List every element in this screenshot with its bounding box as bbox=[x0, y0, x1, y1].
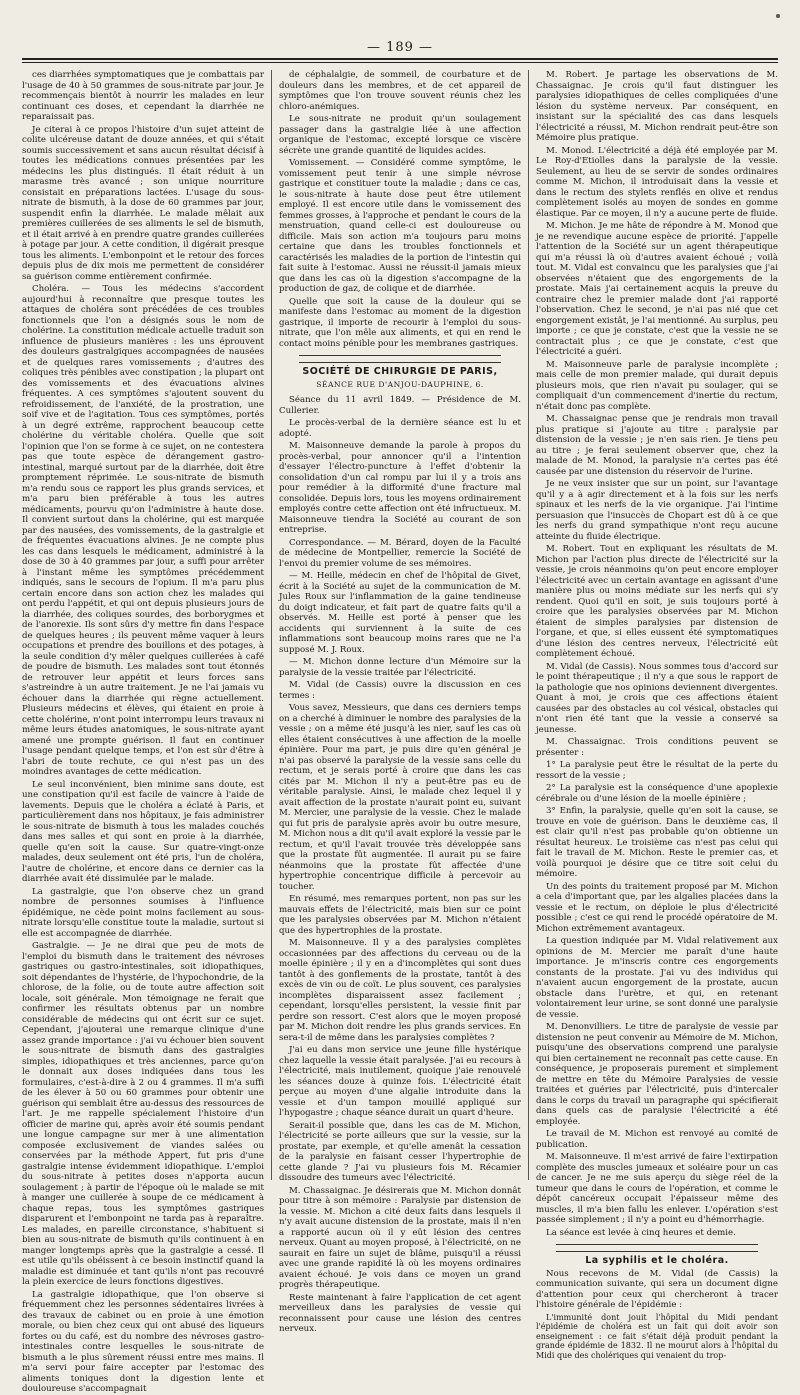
paragraph: La question indiquée par M. Vidal relativement aux opinions de M. Mercier me paraît d'une haute importance. Je m'inscris contre ces engorgements constants de la prostate. J'ai vu des individus qui n'avaient aucun engorgement de la prostate, aucun obstacle dans l'urètre, et qui, en retenant volontairement leur urine, se sont donné une paralysie de vessie. bbox=[536, 936, 778, 1020]
paragraph: Le seul inconvénient, bien minime sans doute, est une constipation qu'il est facile de vaincre à l'aide de lavements. Depuis que le choléra a éclaté à Paris, et particulièrement dans nos hôpitaux, je fais administrer le sous-nitrate de bismuth à tous les malades couchés dans mes salles et qui sont en proie à la diarrhée, quelle qu'en soit la cause. Sur quatre-vingt-onze malades, deux seulement ont été pris, l'un de choléra, l'autre de cholérine, et encore dans ce dernier cas la diarrhée avait été dissimulée par le malade. bbox=[22, 779, 264, 884]
paragraph: Le sous-nitrate ne produit qu'un soulagement passager dans la gastralgie liée à une affection organique de l'estomac, excepté lorsque ce viscère sécrète une grande quantité de liquides acides. bbox=[279, 114, 521, 156]
paragraph: Quelle que soit la cause de la douleur qui se manifeste dans l'estomac au moment de la digestion gastrique, il importe de recourir à l'emploi du sous-nitrate, que l'on mêle aux aliments, et qui en rend le contact moins pénible pour les membranes gastriques. bbox=[279, 296, 521, 349]
header-rule-thin bbox=[22, 62, 778, 63]
paragraph: Nous recevons de M. Vidal (de Cassis) la communication suivante, qui sera un document digne d'attention pour ceux qui chercheront à tracer l'histoire générale de l'épidémie : bbox=[536, 1268, 778, 1310]
paragraph: Vous savez, Messieurs, que dans ces derniers temps on a cherché à diminuer le nombre des paralysies de la vessie ; on a même été jusqu'à les nier, sauf les cas où elles étaient consécutives à une affection de la moelle épinière. Pour ma part, je puis dire qu'en général je n'ai pas observé la paralysie de la vessie sans celle du rectum, et je serais porté à croire que dans les cas cités par M. Michon il n'y a peut-être pas eu de véritable paralysie. Ainsi, le malade chez lequel il y avait affection de la prostate n'aurait point eu, suivant M. Mercier, une paralysie de la vessie. Chez le malade qui fut pris de paralysie après avoir bu outre mesure, M. Michon nous a dit qu'il avait exploré la vessie par le rectum, et qu'il l'avait trouvée très développée sans que la prostate fût augmentée. Il aurait pu se faire néanmoins que la prostate fût affectée d'une hypertrophie concentrique difficile à percevoir au toucher. bbox=[279, 703, 521, 892]
paragraph: M. Robert. Tout en expliquant les résultats de M. Michon par l'action plus directe de l'électricité sur la vessie, je crois néanmoins qu'on peut encore employer l'électricité avec un certain avantage en agissant d'une manière plus ou moins médiate sur les nerfs qui s'y rendent. Quoi qu'il en soit, je suis toujours porté à croire que les paralysies observées par M. Michon étaient de simples paralysies par distension de l'organe, et que, si elles eussent été symptomatiques d'une lésion des centres nerveux, l'électricité eût complètement échoué. bbox=[536, 544, 778, 659]
column-separator bbox=[528, 70, 529, 1180]
paragraph: M. Monod. L'électricité a déjà été employée par M. Le Roy-d'Etiolles dans la paralysie de la vessie. Seulement, au lieu de se servir de sondes ordinaires comme M. Michon, il introduisait dans la vessie et dans le rectum des stylets renflés en olive et rendus complètement isolés au moyen de sondes en gomme élastique. Par ce moyen, il n'y a aucune perte de fluide. bbox=[536, 145, 778, 219]
section-title: SOCIÉTÉ DE CHIRURGIE DE PARIS, bbox=[302, 366, 498, 377]
column-right bbox=[536, 70, 778, 1360]
page-number: — 189 — bbox=[366, 40, 434, 55]
paragraph: M. Michon. Je me hâte de répondre à M. Monod que je ne revendique aucune espèce de priorité. J'appelle l'attention de la Société sur un agent thérapeutique qui m'a réussi là où d'autres avaient échoué ; voilà tout. M. Vidal est convaincu que les paralysies que j'ai observées n'étaient que des engorgements de la prostate. Mais j'ai certainement acquis la preuve du contraire chez le premier malade dont j'ai rapporté l'observation. Chez le second, je n'ai pas nié que cet engorgement existât, je l'ai mentionné. Au surplus, peu importe ; ce que je constate, c'est que la vessie ne se contractait plus ; ce que je constate, c'est que l'électricité a guéri. bbox=[536, 221, 778, 357]
paragraph: Gastralgie. — Je ne dirai que peu de mots de l'emploi du bismuth dans le traitement des névroses gastriques ou gastro-intestinales, soit idiopathiques, soit dépendantes de l'hystérie, de l'hypochondrie, de la chlorose, de la folie, ou de toute autre affection soit locale, soit générale. Mon témoignage ne ferait que confirmer les résultats obtenus par un nombre considérable de médecins qui ont écrit sur ce sujet. Cependant, j'ajouterai une remarque clinique d'une assez grande importance : j'ai vu échouer bien souvent le sous-nitrate de bismuth dans des gastralgies simples, idiopathiques et très anciennes, parce qu'on le donnait aux doses indiquées dans tous les formulaires, c'est-à-dire à 2 ou 4 grammes. Il m'a suffi de les élever à 50 ou 60 grammes pour obtenir une guérison qui semblait être au-dessus des ressources de l'art. Je me rappelle spécialement l'histoire d'un officier de marine qui, après avoir été soumis pendant une longue campagne sur mer à une alimentation composée exclusivement de viandes salées ou conservées par la méthode Appert, fut pris d'une gastralgie intense évidemment idiopathique. L'emploi du sous-nitrate à petites doses n'apporta aucun soulagement ; à partir de l'époque où le malade se mit à manger une cuillerée à soupe de ce médicament à chaque repas, tous les symptômes gastriques disparurent et l'embonpoint ne tarda pas à reparaître. Les malades, en pareille circonstance, s'habituent si bien au sous-nitrate de bismuth qu'ils continuent à en manger longtemps après que la gastralgie a cessé. Il est utile qu'ils obéissent à ce besoin instinctif quand la maladie est diminuée et tant qu'ils n'ont pas recouvré la plein exercice de leurs fonctions digestives. bbox=[22, 941, 264, 1287]
paragraph: Un des points du traitement proposé par M. Michon a cela d'important que, par les algalies placées dans la vessie et le rectum, on déploie le plus d'électricité possible ; c'est ce qui rend le procédé opératoire de M. Michon extrêmement avantageux. bbox=[536, 881, 778, 934]
paragraph: ces diarrhées symptomatiques que je combattais par l'usage de 40 à 50 grammes de sous-nitrate par jour. Je recommençais bientôt à nourrir les malades en leur continuant ces doses, et cependant la diarrhée ne reparaissait pas. bbox=[22, 70, 264, 122]
paragraph: Reste maintenant à faire l'application de cet agent merveilleux dans les paralysies de vessie qui reconnaissent pour cause une lésion des centres nerveux. bbox=[279, 1292, 521, 1334]
paragraph: M. Vidal (de Cassis) ouvre la discussion en ces termes : bbox=[279, 680, 521, 701]
article-title: La syphilis et le choléra. bbox=[585, 1255, 729, 1266]
column-middle bbox=[279, 70, 521, 1334]
paragraph: M. Maisonneuve demande la parole à propos du procès-verbal, pour annoncer qu'il a l'intention d'essayer l'électro-puncture à l'effet d'obtenir la consolidation d'un cal rompu par lui il y a trois ans pour remédier à la difformité d'une fracture mal consolidée. Depuis lors, tous les moyens ordinairement employés contre cette affection ont été infructueux. M. Maisonneuve tiendra la Société au courant de son entreprise. bbox=[279, 441, 521, 535]
paragraph: 3° Enfin, la paralysie, quelle qu'en soit la cause, se trouve en voie de guérison. Dans le deuxième cas, il est clair qu'il n'est pas probable qu'on obtienne un résultat heureux. Le troisième cas n'est pas celui qui fait le travail de M. Michon. Reste le premier cas, et voilà pourquoi je désire que ce titre soit celui du mémoire. bbox=[536, 806, 778, 879]
paragraph: Je citerai à ce propos l'histoire d'un sujet atteint de colite ulcéreuse datant de douze années, et qui s'était soumis successivement et sans aucun résultat décisif à toutes les médications connues présentées par les médecins les plus distingués. Il était réduit à un marasme très avancé ; son unique nourriture consistait en préparations lactées. L'usage du sous-nitrate de bismuth, à la dose de 60 grammes par jour, suspendit enfin la diarrhée. Le malade mêlait aux premières cuillerées de ses aliments le sel de bismuth, et il était arrivé à en prendre quatre grandes cuillerées à potage par jour. A cette condition, il digérait presque tous les aliments. L'embonpoint et le retour des forces depuis plus de dix mois me permettent de considérer sa guérison comme entièrement confirmée. bbox=[22, 124, 264, 282]
paragraph: J'ai eu dans mon service une jeune fille hystérique chez laquelle la vessie était paralysée. J'ai eu recours à l'électricité, mais inutilement, quoique j'aie renouvelé les séances douze à quinze fois. L'électricité était perçue au moyen d'une algalie introduite dans la vessie et d'un tampon mouillé appliqué sur l'hypogastre ; chaque séance durait un quart d'heure. bbox=[279, 1045, 521, 1118]
paragraph: — M. Michon donne lecture d'un Mémoire sur la paralysie de la vessie traitée par l'électricité. bbox=[279, 657, 521, 678]
paragraph: — M. Heille, médecin en chef de l'hôpital de Givet, écrit à la Société au sujet de la communication de M. Jules Roux sur l'inflammation de la gaine tendineuse du doigt indicateur, et fait part de quatre faits qu'il a observés. M. Heille est porté à penser que les accidents qui surviennent à la suite de ces inflammations sont beaucoup moins rares que ne l'a supposé M. J. Roux. bbox=[279, 571, 521, 655]
session-line: Séance du 11 avril 1849. — Présidence de M. Cullerier. bbox=[279, 395, 521, 416]
paragraph: M. Robert. Je partage les observations de M. Chassaignac. Je crois qu'il faut distinguer les paralysies idiopathiques de celles compliquées d'une lésion du système nerveux. Par conséquent, en insistant sur la spécialité des cas dans lesquels l'électricité a réussi, M. Michon rendrait peut-être son Mémoire plus pratique. bbox=[536, 70, 778, 143]
paragraph: M. Maisonneuve. Il m'est arrivé de faire l'extirpation complète des muscles jumeaux et soléaire pour un cas de cancer. Je ne me suis aperçu du siège réel de la tumeur que dans le cours de l'opération, et comme le dépôt cancéreux occupait l'épaisseur même des muscles, il m'a bien fallu les enlever. L'opération s'est passée simplement ; il n'y a point eu d'hémorrhagie. bbox=[536, 1152, 778, 1225]
right-bottom-paragraphs bbox=[536, 1269, 778, 1311]
paragraph: M. Denonvilliers. Le titre de paralysie de vessie par distension ne peut convenir au Mémoire de M. Michon, puisqu'une des observations comprend une paralysie qui bien certainement ne reconnaît pas cette cause. En conséquence, je proposerais purement et simplement de mettre en tête du Mémoire Paralysies de vessie traitées et guéries par l'électricité, puis d'intercaler dans le corps du travail un paragraphe qui spécifierait dans quels cas de paralysie l'électricité a été employée. bbox=[536, 1022, 778, 1127]
middle-top-paragraphs bbox=[279, 70, 521, 349]
middle-bottom-paragraphs bbox=[279, 418, 521, 1335]
paragraph: M. Maisonneuve. Il y a des paralysies complètes occasionnées par des affections du cerveau ou de la moelle épinière ; il y en a d'incomplètes qui sont dues tantôt à des gonflements de la prostate, tantôt à des excès de vin ou de coït. Le plus souvent, ces paralysies incomplètes disparaissent assez facilement ; cependant, lorsqu'elles persistent, la vessie finit par perdre son ressort. C'est alors que le moyen proposé par M. Michon doit rendre les plus grands services. En sera-t-il de même dans les paralysies complètes ? bbox=[279, 938, 521, 1043]
paragraph: Le travail de M. Michon est renvoyé au comité de publication. bbox=[536, 1129, 778, 1150]
paragraph: M. Maisonneuve parle de paralysie incomplète ; mais celle de mon premier malade, qui durait depuis plusieurs mois, que rien n'avait pu soulager, qui se compliquait d'un commencement d'inertie du rectum, n'était donc pas complète. bbox=[536, 359, 778, 412]
paragraph: de céphalalgie, de sommeil, de courbature et de douleurs dans les membres, et de cet appareil de symptômes que l'on trouve souvent réunis chez les chloro-anémiques. bbox=[279, 70, 521, 112]
column-left bbox=[22, 70, 264, 1394]
paragraph: Choléra. — Tous les médecins s'accordent aujourd'hui à reconnaître que presque toutes les attaques de choléra sont précédées de ces troubles fonctionnels que l'on a désignés sous le nom de cholérine. La constitution médicale actuelle traduit son influence de plusieurs manières : les uns éprouvent des douleurs gastralgiques accompagnées de nausées et de quelques rares vomissements ; d'autres des coliques très pénibles avec constipation ; la plupart ont des vomissements et des évacuations alvines fréquentes. A ces symptômes s'ajoutent souvent du refroidissement, de l'anxiété, de la prostration, une soif vive et de l'agitation. Tous ces symptômes, portés à un degré extrême, rapprochent beaucoup cette cholérine du véritable choléra. Quelle que soit l'opinion que l'on se forme à ce sujet, on ne contestera pas que toute espèce de dérangement gastro-intestinal, marqué surtout par de la diarrhée, doit être promptement réprimée. Le sous-nitrate de bismuth m'a rendu sous ce rapport les plus grands services, et m'a paru bien préférable à tous les autres médicaments, pourvu qu'on l'administre à haute dose. Il convient surtout dans la cholérine, qui est marquée par des nausées, des vomissements, de la gastralgie et de fréquentes évacuations alvines. Je ne compte plus les cas dans lesquels le médicament, administré à la dose de 30 à 40 grammes par jour, a suffi pour arrêter à l'instant même les symptômes précédemment indiqués, sans le secours de l'opium. Il m'a paru plus certain encore dans son action chez les malades qui ont perdu l'appétit, et qui ont depuis plusieurs jours de la diarrhée, des coliques sourdes, des borborygmes et de l'anorexie. Ils sont sûrs d'y mettre fin dans l'espace de quelques heures ; ils peuvent même vaquer à leurs occupations et prendre des bouillons et des potages, à la seule condition d'y mêler quelques cuillerées à café de poudre de bismuth. Les malades sont tout étonnés de retrouver leur appétit et leurs forces sans s'astreindre à un autre traitement. Je ne l'ai jamais vu échouer dans la diarrhée qui règne actuellement. Plusieurs médecins et élèves, qui étaient en proie à cette cholérine, n'ont point interrompu leurs travaux ni même leurs études anatomiques, le sous-nitrate ayant amené une prompte guérison. Il faut en continuer l'usage pendant quelque temps, et l'on est sûr d'être à l'abri de toute rechute, ce qui n'est pas un des moindres avantages de cette médication. bbox=[22, 284, 264, 777]
header-rule bbox=[22, 58, 778, 60]
paragraph: Le procès-verbal de la dernière séance est lu et adopté. bbox=[279, 418, 521, 439]
page-mark bbox=[776, 14, 780, 18]
paragraph: En résumé, mes remarques portent, non pas sur les mauvais effets de l'électricité, mais bien sur ce point que les paralysies observées par M. Michon n'étaient que des hypertrophies de la prostate. bbox=[279, 894, 521, 936]
paragraph: Je ne veux insister que sur un point, sur l'avantage qu'il y a à agir directement et à la fois sur les nerfs spinaux et les nerfs de la vie organique. J'ai l'intime persuasion que l'insuccès de Chopart est dû à ce que les nerfs du grand sympathique n'ont reçu aucune atteinte du fluide électrique. bbox=[536, 479, 778, 542]
paragraph: M. Chassaignac pense que je rendrais mon travail plus pratique si j'ajoute au titre : paralysie par distension de la vessie ; je n'en sais rien. Je tiens peu au titre ; je ferai seulement observer que, chez la malade de M. Monod, la paralysie n'a certes pas été causée par une distension du réservoir de l'urine. bbox=[536, 414, 778, 477]
paragraph: La séance est levée à cinq heures et demie. bbox=[546, 1227, 736, 1238]
paragraph: 1° La paralysie peut être le résultat de la perte du ressort de la vessie ; bbox=[536, 760, 778, 781]
paragraph: Vomissement. — Considéré comme symptôme, le vomissement peut tenir à une simple névrose gastrique et constituer toute la maladie ; dans ce cas, le sous-nitrate à haute dose peut être utilement employé. Il est encore utile dans le vomissement des femmes grosses, à l'approche et pendant le cours de la menstruation, quand celle-ci est douloureuse ou difficile. Mais son action m'a toujours paru moins certaine que dans les troubles fonctionnels et caractérisés les maladies de la portion de l'intestin qui fait suite à l'estomac. Aussi ne réussit-il jamais mieux que dans les cas où la digestion s'accompagne de la production de gaz, de colique et de diarrhée. bbox=[279, 158, 521, 294]
column-separator bbox=[271, 70, 272, 1180]
paragraph: La gastralgie, que l'on observe chez un grand nombre de personnes soumises à l'influence épidémique, ne cède point moins facilement au sous-nitrate lorsqu'elle constitue toute la maladie, surtout si elle est accompagnée de diarrhée. bbox=[22, 886, 264, 939]
right-top-paragraphs bbox=[536, 70, 778, 1238]
paragraph: Correspondance. — M. Bérard, doyen de la Faculté de médecine de Montpellier, remercie la Société de l'envoi du premier volume de ses mémoires. bbox=[279, 537, 521, 569]
paragraph: M. Chassaignac. Trois conditions peuvent se présenter : bbox=[536, 737, 778, 758]
paragraph: 2° La paralysie est la conséquence d'une apoplexie cérébrale ou d'une lésion de la moelle épinière ; bbox=[536, 783, 778, 804]
section-subtitle: SÉANCE RUE D'ANJOU-DAUPHINE, 6. bbox=[316, 379, 484, 389]
paragraph: La gastralgie idiopathique, que l'on observe si fréquemment chez les personnes sédentaires livrées à des travaux de cabinet ou en proie à une émotion morale, ou bien chez ceux qui ont abusé des liqueurs fortes ou du café, est du nombre des névroses gastro-intestinales contre lesquelles le sous-nitrate de bismuth a le plus sûrement réussi entre mes mains. Il m'a servi pour faire accepter par l'estomac des aliments toniques dont la digestion lente et douloureuse s'accompagnait bbox=[22, 1289, 264, 1394]
paragraph: M. Vidal (de Cassis). Nous sommes tous d'accord sur le point thérapeutique ; il n'y a que sous le rapport de la pathologie que nos opinions deviennent divergentes. Quant à moi, je crois que ces affections étaient causées par des obstacles au col vésical, obstacles qui n'ont rien été tant que la vessie a conservé sa jeunesse. bbox=[536, 661, 778, 735]
section-divider bbox=[556, 1244, 758, 1252]
section-divider bbox=[299, 355, 501, 363]
footnote-text: L'immunité dont jouit l'hôpital du Midi pendant l'épidémie de choléra est un fait qui doit avoir son enseignement : ce fait s'était déjà produit pendant la grande épidémie de 1832. Il ne mourut alors à l'hôpital du Midi que des cholériques qui venaient du trop- bbox=[536, 1312, 778, 1360]
text-columns bbox=[22, 70, 778, 1394]
paragraph: M. Chassaignac. Je désirerais que M. Michon donnât pour titre à son mémoire : Paralysie par distension de la vessie. M. Michon a cité deux faits dans lesquels il n'y avait aucune distension de la prostate, mais il n'en a rapporté aucun où il y eût lésion des centres nerveux. Quant au moyen proposé, à l'électricité, on ne saurait en faire un sujet de blâme, puisqu'il a réussi avec une grande rapidité là où les moyens ordinaires avaient échoué. Je vois dans ce moyen un grand progrès thérapeutique. bbox=[279, 1185, 521, 1290]
paragraph: Serait-il possible que, dans les cas de M. Michon, l'électricité se porte ailleurs que sur la vessie, sur la prostate, par exemple, et qu'elle amenât la cessation de la paralysie en faisant cesser l'hypertrophie de cette glande ? J'ai vu plusieurs fois M. Récamier dissoudre des tumeurs avec l'électricité. bbox=[279, 1120, 521, 1183]
